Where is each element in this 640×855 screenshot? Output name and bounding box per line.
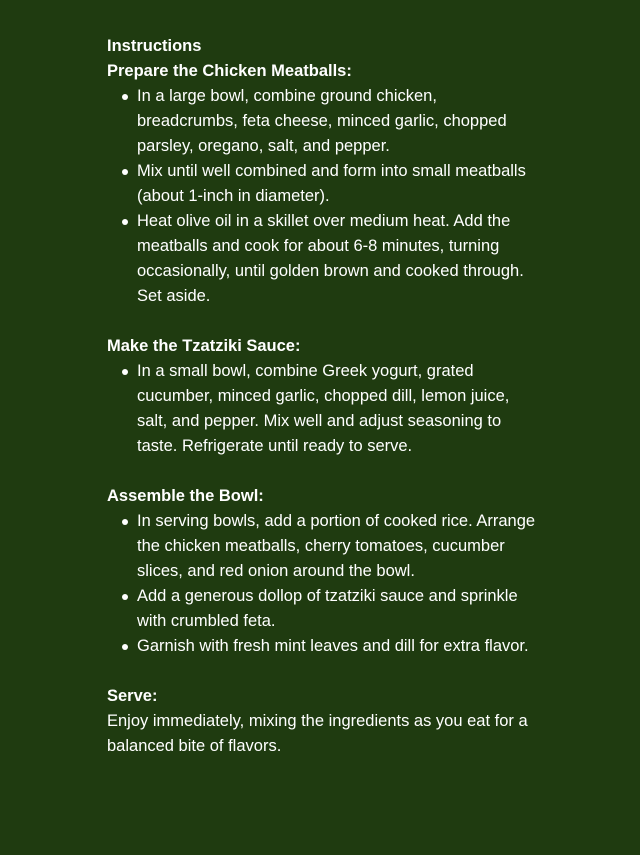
section-tzatziki-sauce	[107, 334, 540, 459]
step-item: Mix until well combined and form into small meatballs (about 1-inch in diameter).	[137, 159, 540, 209]
step-list-prepare-meatballs	[107, 84, 540, 309]
step-item: Add a generous dollop of tzatziki sauce and sprinkle with crumbled feta.	[137, 584, 540, 634]
step-item: In serving bowls, add a portion of cooked rice. Arrange the chicken meatballs, cherry tomatoes, cucumber slices, and red onion around the bowl.	[137, 509, 540, 584]
section-prepare-meatballs	[107, 59, 540, 309]
step-item: Heat olive oil in a skillet over medium heat. Add the meatballs and cook for about 6-8 minutes, turning occasionally, until golden brown and cooked through. Set aside.	[137, 209, 540, 309]
section-heading-serve: Serve:	[107, 687, 158, 705]
section-heading-prepare-meatballs: Prepare the Chicken Meatballs:	[107, 62, 352, 80]
page-title: Instructions	[107, 37, 202, 55]
step-list-tzatziki-sauce	[107, 359, 540, 459]
step-item: In a large bowl, combine ground chicken, breadcrumbs, feta cheese, minced garlic, chopped parsley, oregano, salt, and pepper.	[137, 84, 540, 159]
section-heading-assemble-bowl: Assemble the Bowl:	[107, 487, 264, 505]
step-list-assemble-bowl	[107, 509, 540, 659]
section-heading-tzatziki-sauce: Make the Tzatziki Sauce:	[107, 337, 301, 355]
step-item: Garnish with fresh mint leaves and dill for extra flavor.	[137, 634, 540, 659]
step-item: In a small bowl, combine Greek yogurt, grated cucumber, minced garlic, chopped dill, lemon juice, salt, and pepper. Mix well and adjust seasoning to taste. Refrigerate until ready to serve.	[137, 359, 540, 459]
section-assemble-bowl	[107, 484, 540, 659]
serve-text: Enjoy immediately, mixing the ingredients as you eat for a balanced bite of flavors.	[107, 712, 528, 755]
section-serve	[107, 684, 540, 759]
